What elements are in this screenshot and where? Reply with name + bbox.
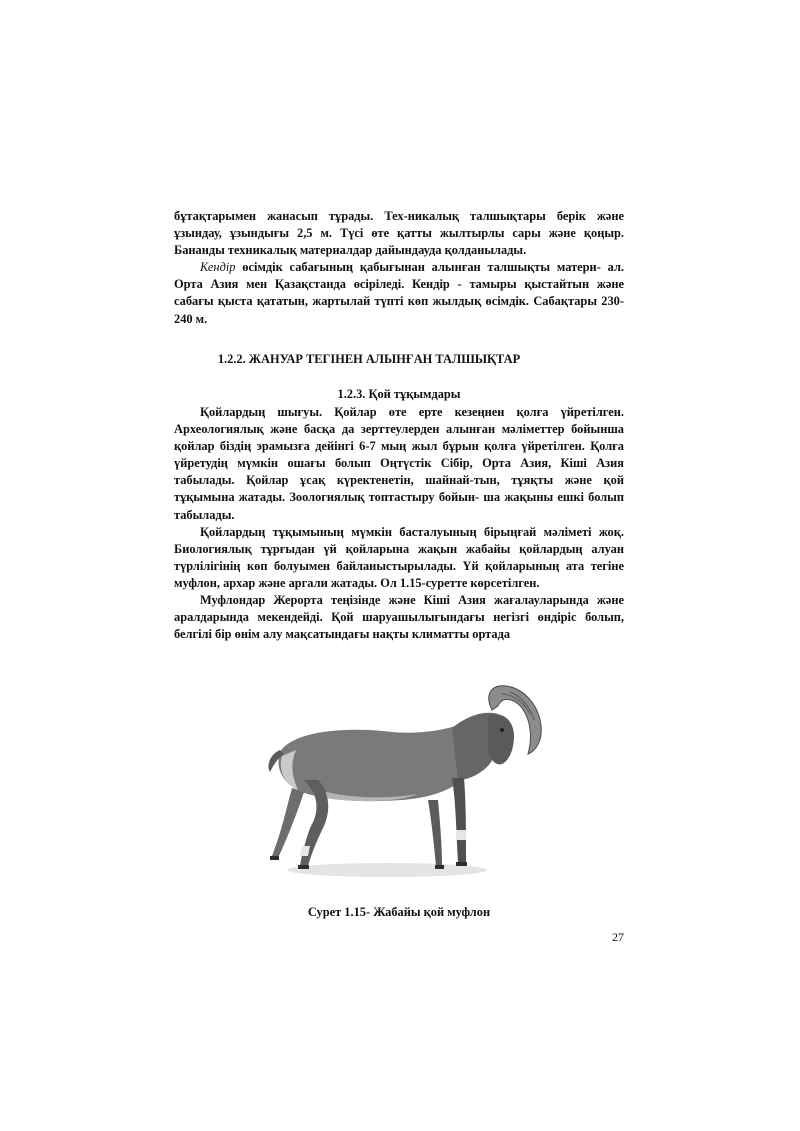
paragraph-banana: бұтақтарымен жанасып тұрады. Тех-никалық талшықтары берік және ұзындау, ұзындығы 2,5 м. Түсі өте қатты жылтырлы сары және қоңыр. Бананды техникалық материалдар дайындауда қолданылады. <box>174 209 624 258</box>
page-number: 27 <box>612 930 624 944</box>
body-text-top <box>174 208 624 328</box>
term-kendir: Кендір <box>200 260 236 275</box>
paragraph-origin: Қойлардың шығуы. Қойлар өте ерте кезеңнен қолға үйретілген. Археологиялық және басқа да зерттеулерден алынған мәліметтер бойынша қойлар біздің эрамызға дейінгі 6-7 мың жыл бұрын қолға үйретілген. Қолға үйретудің мүмкін ошағы болып Оңтүстік Сібір, Орта Азия, Кіші Азия табылады. Қойлар ұсақ күректенетін, шайнай-тын, тұяқты және қой тұқымына жатады. Зоологиялық топтастыру бойын- ша жақыны ешкі болып табылады. <box>174 405 624 522</box>
paragraph-breeds: Қойлардың тұқымының мүмкін басталуының бірыңғай мәліметі жоқ. Биологиялық тұрғыдан үй қойларына жақын жабайы қойлардың алуан түрлілігінің көп болуымен байланыстырылады. Үй қойларының ата тегіне муфлон, архар және аргали жатады. Ол 1.15-суретте көрсетілген. <box>174 524 624 590</box>
figure-caption: Сурет 1.15- Жабайы қой муфлон <box>307 905 491 919</box>
paragraph-kendir-text: өсімдік сабағының қабығынан алынған талшықты матери- ал. Орта Азия мен Қазақстанда өсіріледі. Кендір - тамыры қыстайтын және сабағы қыста қататын, жартылай түпті көп жылдық өсімдік. Сабақтары 230-240 м. <box>174 260 624 326</box>
section-heading: 1.2.2. ЖАНУАР ТЕГІНЕН АЛЫНҒАН ТАЛШЫҚТАР <box>217 352 521 366</box>
paragraph-mouflons: Муфлондар Жерорта теңізінде және Кіші Азия жағалауларында және аралдарында мекендейді. Қой шаруашылығындағы негізгі өндіріс болып, белгілі бір өнім алу мақсатындағы нақты климатты ортада <box>174 593 624 642</box>
paragraph-kendir <box>174 259 624 327</box>
subsection-heading: 1.2.3. Қой тұқымдары <box>337 387 461 401</box>
mouflon-illustration <box>252 680 556 890</box>
body-text-main <box>174 404 624 643</box>
